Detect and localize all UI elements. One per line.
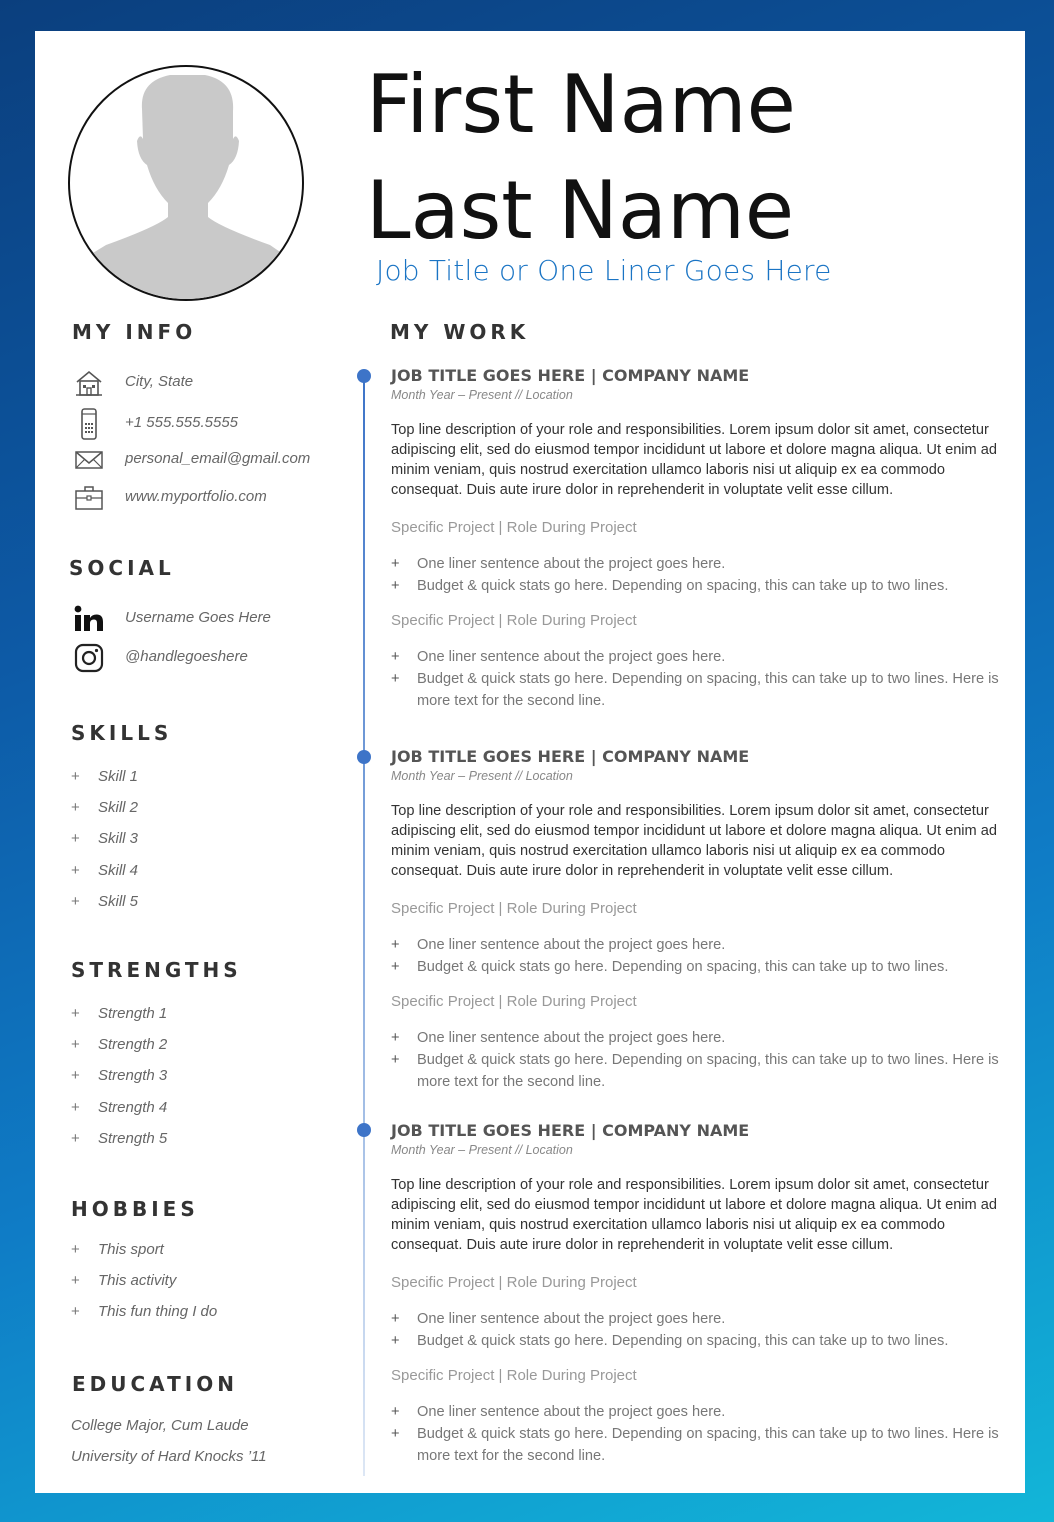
list-plus: + (391, 959, 400, 975)
project-bullets (391, 646, 1015, 712)
skill-text: Skill 1 (98, 768, 139, 785)
skill-text: Skill 2 (98, 799, 139, 816)
job-title: JOB TITLE GOES HERE | COMPANY NAME (391, 366, 750, 385)
phone-icon (73, 408, 105, 440)
job-description: Top line description of your role and responsibilities. Lorem ipsum dolor sit amet, consectetur adipiscing elit, sed do eiusmod tempor incididunt ut labore et dolore magna aliqua. Ut enim ad minim veniam, quis nostrud exercitation ullamco laboris nisi ut aliquip ex ea commodo consequat. Duis aute irure dolor in reprehenderit in voluptate velit esse cillum. (391, 422, 997, 498)
linkedin-text[interactable]: Username Goes Here (125, 609, 271, 626)
list-plus: + (71, 768, 80, 785)
instagram-icon (73, 642, 105, 674)
strength-text: Strength 2 (98, 1036, 168, 1053)
location-text: City, State (125, 373, 194, 390)
bullet-text: One liner sentence about the project goes here. (417, 556, 726, 572)
project-bullets (391, 553, 1015, 597)
hobby-text: This sport (98, 1241, 164, 1258)
project-bullets (391, 934, 1015, 978)
job-entry (391, 366, 1015, 712)
my-work-heading: MY WORK (390, 320, 530, 344)
email-icon (73, 444, 105, 476)
list-plus: + (71, 830, 80, 847)
job-entry (391, 747, 1015, 1093)
list-plus: + (391, 1311, 400, 1327)
avatar (68, 65, 304, 301)
project-title: Specific Project | Role During Project (391, 1274, 637, 1291)
home-icon (73, 367, 105, 399)
linkedin-icon (73, 603, 105, 635)
job-description: Top line description of your role and responsibilities. Lorem ipsum dolor sit amet, consectetur adipiscing elit, sed do eiusmod tempor incididunt ut labore et dolore magna aliqua. Ut enim ad minim veniam, quis nostrud exercitation ullamco laboris nisi ut aliquip ex ea commodo consequat. Duis aute irure dolor in reprehenderit in voluptate velit esse cillum. (391, 1177, 997, 1253)
list-plus: + (391, 937, 400, 953)
list-plus: + (391, 578, 400, 594)
info-portfolio[interactable] (73, 482, 333, 514)
strength-text: Strength 1 (98, 1005, 168, 1022)
bullet-text: One liner sentence about the project goes here. (417, 1311, 726, 1327)
email-text[interactable]: personal_email@gmail.com (125, 450, 311, 467)
bullet-text: Budget & quick stats go here. Depending on spacing, this can take up to two lines. (417, 1333, 949, 1349)
list-plus: + (391, 649, 400, 665)
bullet-text: One liner sentence about the project goes here. (417, 1404, 726, 1420)
skill-text: Skill 3 (98, 830, 139, 847)
bullet-item (391, 646, 1015, 668)
bullet-item (391, 1027, 1015, 1049)
education-school: University of Hard Knocks ’11 (71, 1448, 267, 1465)
portfolio-text[interactable]: www.myportfolio.com (125, 488, 267, 505)
bullet-text: One liner sentence about the project goes here. (417, 937, 726, 953)
social-instagram[interactable] (73, 642, 333, 674)
my-info-heading: MY INFO (72, 320, 197, 344)
strength-text: Strength 3 (98, 1067, 168, 1084)
timeline-line (363, 376, 365, 1476)
briefcase-icon (73, 482, 105, 514)
job-entry (391, 1121, 1015, 1467)
list-plus: + (391, 1052, 400, 1068)
social-heading: SOCIAL (69, 556, 175, 580)
list-plus: + (71, 1130, 80, 1147)
timeline-dot (357, 369, 371, 383)
project-title: Specific Project | Role During Project (391, 1367, 637, 1384)
list-plus: + (71, 1005, 80, 1022)
bullet-text: Budget & quick stats go here. Depending on spacing, this can take up to two lines. Here is more text for the second line. (417, 1052, 999, 1090)
bullet-item (391, 934, 1015, 956)
list-plus: + (71, 1067, 80, 1084)
bullet-item (391, 668, 1015, 712)
social-linkedin[interactable] (73, 603, 333, 635)
info-email[interactable] (73, 444, 333, 476)
list-plus: + (391, 1030, 400, 1046)
list-plus: + (71, 1099, 80, 1116)
job-meta: Month Year – Present // Location (391, 388, 573, 402)
list-plus: + (391, 671, 400, 687)
timeline-dot (357, 1123, 371, 1137)
timeline-dot (357, 750, 371, 764)
headline-job-title: Job Title or One Liner Goes Here (376, 254, 832, 287)
project-title: Specific Project | Role During Project (391, 612, 637, 629)
strength-text: Strength 4 (98, 1099, 168, 1116)
bullet-item (391, 1423, 1015, 1467)
skill-text: Skill 4 (98, 862, 139, 879)
education-heading: EDUCATION (72, 1372, 238, 1396)
bullet-text: One liner sentence about the project goes here. (417, 649, 726, 665)
job-meta: Month Year – Present // Location (391, 769, 573, 783)
bullet-item (391, 1401, 1015, 1423)
instagram-text[interactable]: @handlegoeshere (125, 648, 248, 665)
bullet-item (391, 1308, 1015, 1330)
strengths-heading: STRENGTHS (71, 958, 242, 982)
list-plus: + (71, 862, 80, 879)
job-title: JOB TITLE GOES HERE | COMPANY NAME (391, 1121, 750, 1140)
project-title: Specific Project | Role During Project (391, 519, 637, 536)
list-plus: + (71, 799, 80, 816)
project-bullets (391, 1401, 1015, 1467)
resume-page (35, 31, 1025, 1493)
skill-text: Skill 5 (98, 893, 139, 910)
bullet-text: Budget & quick stats go here. Depending on spacing, this can take up to two lines. (417, 578, 949, 594)
phone-text: +1 555.555.5555 (125, 414, 239, 431)
project-bullets (391, 1027, 1015, 1093)
list-plus: + (391, 1404, 400, 1420)
list-plus: + (71, 1241, 80, 1258)
list-plus: + (391, 556, 400, 572)
hobby-text: This fun thing I do (98, 1303, 218, 1320)
last-name: Last Name (366, 164, 795, 257)
list-plus: + (391, 1333, 400, 1349)
info-phone (73, 408, 333, 440)
profile-silhouette-icon (70, 67, 302, 299)
list-plus: + (71, 893, 80, 910)
bullet-text: Budget & quick stats go here. Depending on spacing, this can take up to two lines. (417, 959, 949, 975)
hobby-text: This activity (98, 1272, 177, 1289)
bullet-item (391, 575, 1015, 597)
hobbies-heading: HOBBIES (71, 1197, 199, 1221)
bullet-text: Budget & quick stats go here. Depending on spacing, this can take up to two lines. Here is more text for the second line. (417, 671, 999, 709)
list-plus: + (71, 1303, 80, 1320)
bullet-item (391, 956, 1015, 978)
list-plus: + (391, 1426, 400, 1442)
job-title: JOB TITLE GOES HERE | COMPANY NAME (391, 747, 750, 766)
project-title: Specific Project | Role During Project (391, 993, 637, 1010)
bullet-item (391, 1049, 1015, 1093)
bullet-text: Budget & quick stats go here. Depending on spacing, this can take up to two lines. Here is more text for the second line. (417, 1426, 999, 1464)
list-plus: + (71, 1272, 80, 1289)
info-location (73, 367, 333, 399)
list-plus: + (71, 1036, 80, 1053)
bullet-text: One liner sentence about the project goes here. (417, 1030, 726, 1046)
first-name: First Name (366, 58, 796, 151)
bullet-item (391, 1330, 1015, 1352)
strength-text: Strength 5 (98, 1130, 168, 1147)
project-title: Specific Project | Role During Project (391, 900, 637, 917)
education-degree: College Major, Cum Laude (71, 1417, 249, 1434)
project-bullets (391, 1308, 1015, 1352)
bullet-item (391, 553, 1015, 575)
job-meta: Month Year – Present // Location (391, 1143, 573, 1157)
job-description: Top line description of your role and responsibilities. Lorem ipsum dolor sit amet, consectetur adipiscing elit, sed do eiusmod tempor incididunt ut labore et dolore magna aliqua. Ut enim ad minim veniam, quis nostrud exercitation ullamco laboris nisi ut aliquip ex ea commodo consequat. Duis aute irure dolor in reprehenderit in voluptate velit esse cillum. (391, 803, 997, 879)
skills-heading: SKILLS (71, 721, 173, 745)
